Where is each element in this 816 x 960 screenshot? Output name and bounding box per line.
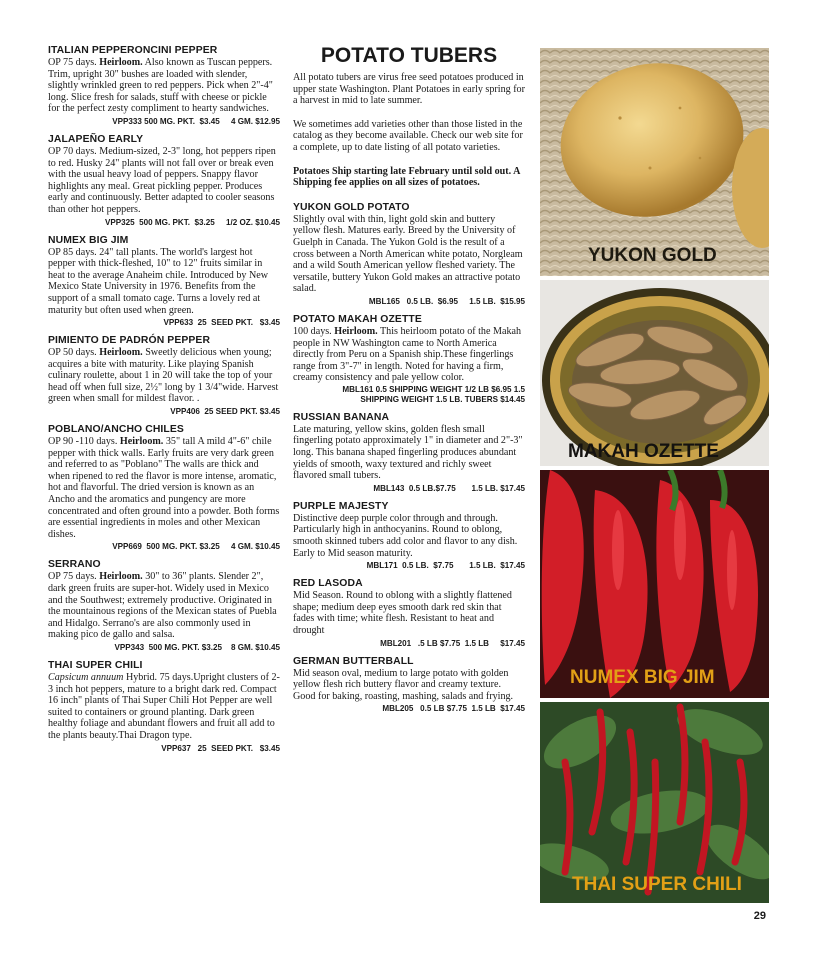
description-text: Hybrid. 75 days.Upright clusters of 2-3 inch hot peppers, mature to a bright dark red. Compact 16 inch" plants of Thai Super Chili Hot Pepper are well suited to containers or ground planting. Dark green healthy foliage and abundant flowers and fruit all add to the plants beauty.Thai Dragon type. xyxy=(48,671,280,741)
description-text: Mid Season. Round to oblong with a slightly flattened shape; medium deep eyes smooth dark red skin that fades with time; white flesh. Resistant to heat and drought xyxy=(293,590,512,636)
description-text: OP 70 days. Medium-sized, 2-3" long, hot peppers ripen to red. Husky 24" plants will not fall over or break even with the usual heavy load of peppers. Snappy flavor highlights any meal. Great pickling pepper. Produces early and continuously. Better adapted to cooler seasons than other hot peppers. xyxy=(48,145,276,215)
photo-label-thai-super-chili: THAI SUPER CHILI xyxy=(572,874,742,895)
entry-title: THAI SUPER CHILI xyxy=(48,659,143,671)
description-text: 30" to 36" plants. Slender 2", dark green fruits are super-hot. Widely used in Mexico and the Southwest; extremely productive. Originated in the mountainous regions of the Mexican states of Puebla and Hidalgo. Serrano's are also commonly used in making pico de gallo and salsa. xyxy=(48,571,277,641)
price-line: MBL205 0.5 LB $7.75 1.5 LB $17.45 xyxy=(382,704,525,714)
description-text: Slightly oval with thin, light gold skin and buttery yellow flesh. Matures early. Breed by the University of Guelph in Canada. The Yukon Gold is the result of a cross between a North American white potato, Norgleam and a wild South American yellow fleshed variety. The versatile, buttery Yukon Gold makes an attractive potato salad. xyxy=(293,213,523,295)
catalog-entry xyxy=(48,334,280,417)
entry-description xyxy=(293,590,525,636)
description-text: 35" tall A mild 4"-6" chile pepper with thick walls. Early fruits are very dark green and referred to as "Poblano" The walls are thick and when ripened to red the flavor is more intense, aromatic, hot and flavorful. The dried version is known as an Ancho and the aromatics and pungency are more concentrated and often ground into a powder. Both forms are essential ingredients in moles and other Mexican dishes. xyxy=(48,436,280,540)
description-text: OP 85 days. 24" tall plants. The world's largest hot pepper with thick-fleshed, 10" to 12" fruits similar in heat to the average Anaheim chile. Introduced by New Mexico State University in 1976. Benefits from the support of a small tomato cage. Turns a lovely red at maturity but often used when green. xyxy=(48,246,269,316)
entry-description xyxy=(48,247,280,317)
photo-yukon-gold xyxy=(540,48,769,276)
numex-big-jim-pepper-photo xyxy=(540,470,769,698)
photo-thai-super-chili xyxy=(540,702,769,903)
price-line: VPP333 500 MG. PKT. $3.45 4 GM. $12.95 xyxy=(112,116,280,126)
heirloom-label: Heirloom. xyxy=(99,57,143,68)
description-text: Distinctive deep purple color through and through. Particularly high in anthocyanins. Round to oblong, smooth skinned tubers add color and flavor to any dish. Early to Mid season maturity. xyxy=(293,512,518,559)
catalog-entry xyxy=(293,411,525,494)
price-line: MBL165 0.5 LB. $6.95 1.5 LB. $15.95 xyxy=(368,296,525,306)
catalog-entry xyxy=(48,558,280,653)
price-line: VPP406 25 SEED PKT. $3.45 xyxy=(170,407,280,417)
entry-description xyxy=(293,668,525,703)
entry-title: SERRANO xyxy=(48,559,101,571)
entry-title: JALAPEÑO EARLY xyxy=(48,133,144,145)
entry-description xyxy=(48,57,280,115)
price-line: MBL171 0.5 LB. $7.75 1.5 LB. $17.45 xyxy=(366,561,525,571)
price-line: MBL143 0.5 LB.$7.75 1.5 LB. $17.45 xyxy=(373,483,525,493)
description-text: OP 75 days. xyxy=(48,571,100,583)
description-text: OP 90 -110 days. xyxy=(48,436,120,448)
yukon-gold-potato-photo xyxy=(540,48,769,276)
catalog-entry xyxy=(48,659,280,754)
catalog-entry xyxy=(293,655,525,715)
entry-title: RUSSIAN BANANA xyxy=(293,411,390,423)
photo-numex-big-jim xyxy=(540,470,769,698)
entry-description xyxy=(48,672,280,742)
entry-title: RED LASODA xyxy=(293,578,363,590)
entry-title: NUMEX BIG JIM xyxy=(48,234,129,246)
page-number: 29 xyxy=(753,910,766,922)
intro-paragraph: Potatoes Ship starting late February until sold out. A Shipping fee applies on all sizes of potatoes. xyxy=(293,165,520,189)
heirloom-label: Heirloom. xyxy=(99,571,143,583)
price-line: VPP633 25 SEED PKT. $3.45 xyxy=(163,318,280,328)
price-line: VPP669 500 MG. PKT. $3.25 4 GM. $10.45 xyxy=(112,542,280,552)
makah-ozette-potato-photo xyxy=(540,280,769,466)
price-line: VPP637 25 SEED PKT. $3.45 xyxy=(161,743,280,753)
section-title: POTATO TUBERS xyxy=(320,44,498,67)
catalog-entry xyxy=(293,500,525,571)
description-text: Late maturing, yellow skins, golden flesh small fingerling potato approximately 1" in diameter and 2"-3" long. This banana shaped fingerling produces abundant yields of smooth, waxy textured and richly sweet flavored small tubers. xyxy=(293,423,523,482)
entry-title: ITALIAN PEPPERONCINI PEPPER xyxy=(48,45,218,56)
entry-title: PURPLE MAJESTY xyxy=(293,500,389,512)
catalog-entry xyxy=(48,234,280,329)
left-column xyxy=(48,44,280,760)
catalog-entry xyxy=(48,133,280,228)
entry-title: POBLANO/ANCHO CHILES xyxy=(48,424,184,436)
description-text: Sweetly delicious when young; acquires a bite with maturity. Like playing Spanish culinary roulette, about 1 in 20 will take the top of your head off when full size, 2½" long by 1 3/4"wide. Harvest green when small for mildest flavor. . xyxy=(48,347,279,405)
entry-description xyxy=(48,436,280,540)
description-text: 100 days. xyxy=(293,325,335,337)
entry-title: YUKON GOLD POTATO xyxy=(293,201,410,213)
photo-label-numex-big-jim: NUMEX BIG JIM xyxy=(570,667,715,688)
middle-column xyxy=(293,44,525,720)
catalog-entry xyxy=(48,423,280,552)
intro-paragraph: We sometimes add varieties other than those listed in the catalog as they become available. Check our web site for a complete, up to date listing of all potato varieties. xyxy=(293,118,523,153)
botanical-name: Capsicum annuum xyxy=(48,671,124,683)
description-text: Mid season oval, medium to large potato with golden yellow flesh rich buttery flavor and creamy texture. Good for baking, roasting, mashing, salads and frying. xyxy=(293,667,514,702)
entry-description xyxy=(293,513,525,559)
entry-title: POTATO MAKAH OZETTE xyxy=(293,313,422,325)
catalog-entry xyxy=(293,201,525,307)
heirloom-label: Heirloom. xyxy=(334,325,378,337)
catalog-entry xyxy=(48,44,280,127)
price-line: MBL161 0.5 SHIPPING WEIGHT 1/2 LB $6.95 1.5 SHIPPING WEIGHT 1.5 LB. TUBERS $14.45 xyxy=(342,384,525,404)
entry-title: PIMIENTO DE PADRÓN PEPPER xyxy=(48,335,211,347)
entry-description xyxy=(293,424,525,482)
photo-label-makah-ozette: MAKAH OZETTE xyxy=(568,441,719,462)
thai-super-chili-photo xyxy=(540,702,769,903)
price-line: VPP325 500 MG. PKT. $3.25 1/2 OZ. $10.45 xyxy=(104,217,280,227)
description-text: OP 75 days. xyxy=(48,57,100,68)
heirloom-label: Heirloom. xyxy=(99,347,143,359)
entry-description xyxy=(48,347,280,405)
heirloom-label: Heirloom. xyxy=(119,436,164,448)
entry-title: GERMAN BUTTERBALL xyxy=(293,655,414,667)
description-text: This heirloom potato of the Makah people in NW Washington came to North America directly from Peru on a Spanish ship.These fingerlings range from 3"-7" in length. Noted for having a firm, creamy consistency and pale yellow color. xyxy=(293,325,522,384)
intro-paragraph: All potato tubers are virus free seed potatoes produced in upper state Washington. Plant Potatoes in early spring for a harvest in mid to late summer. xyxy=(293,72,525,107)
price-line: VPP343 500 MG. PKT. $3.25 8 GM. $10.45 xyxy=(114,642,280,652)
photo-column xyxy=(540,48,769,907)
catalog-entry xyxy=(293,313,525,405)
entry-description xyxy=(293,326,525,384)
entry-description xyxy=(293,214,525,295)
price-line: MBL201 .5 LB $7.75 1.5 LB $17.45 xyxy=(380,638,525,648)
description-text: Also known as Tuscan peppers. Trim, upright 30" bushes are loaded with slender, slightly wrinkled green to red peppers. Pick when 2"-4" long. Slice fresh for salads, stuff with cheese or pickle for the perfect zesty compliment to hearty sandwiches. xyxy=(48,57,273,115)
photo-makah-ozette xyxy=(540,280,769,466)
entry-description xyxy=(48,146,280,216)
potato-entries xyxy=(293,201,525,715)
description-text: OP 50 days. xyxy=(48,347,100,359)
photo-label-yukon-gold: YUKON GOLD xyxy=(588,245,717,266)
entry-description xyxy=(48,571,280,641)
catalog-entry xyxy=(293,577,525,648)
intro xyxy=(293,72,525,189)
